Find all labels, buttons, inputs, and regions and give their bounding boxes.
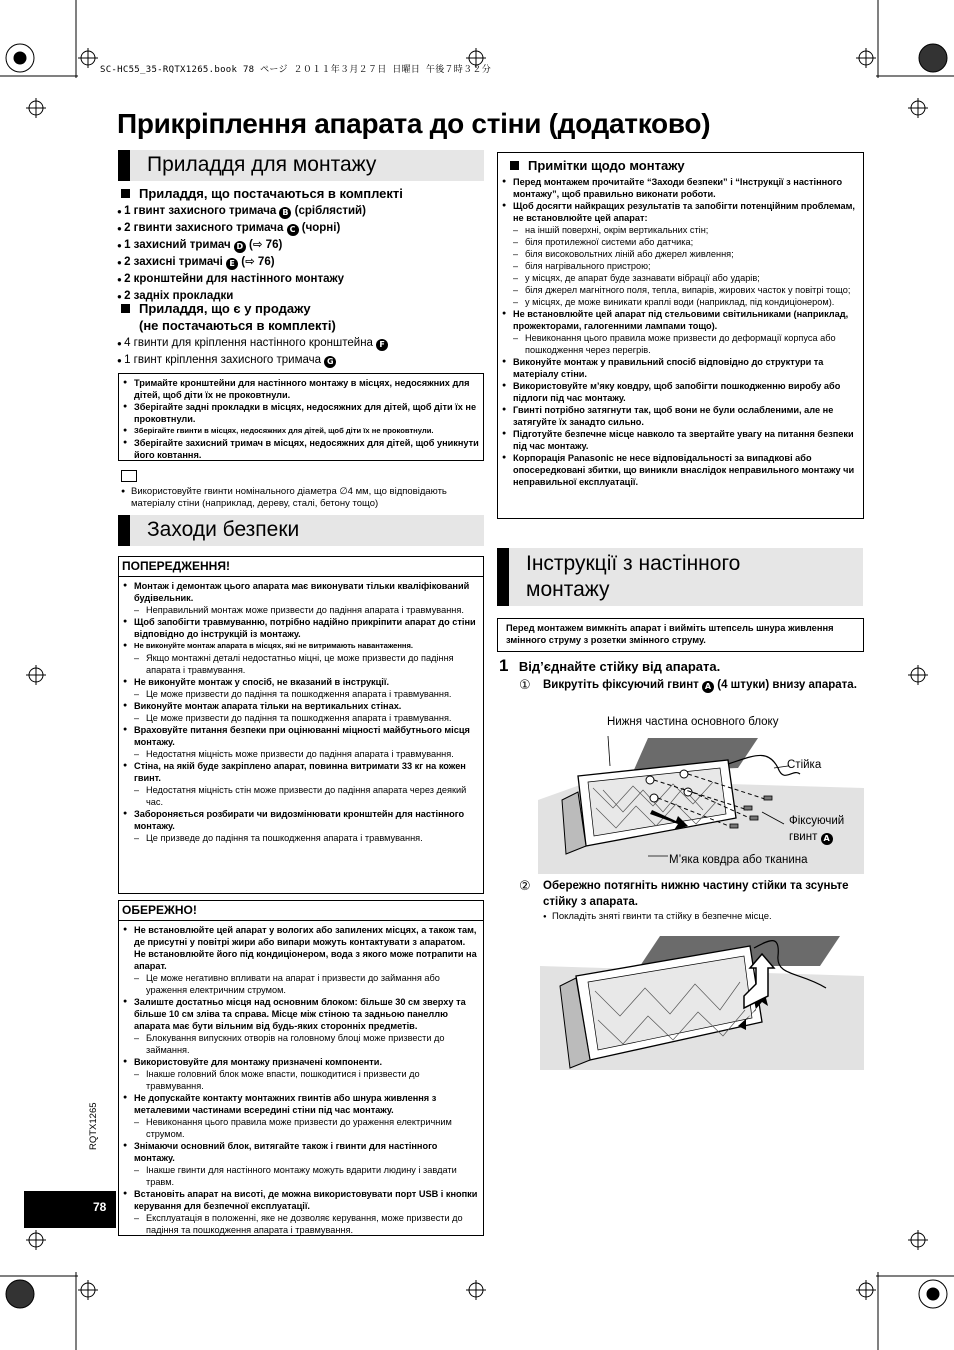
step-1 — [499, 656, 720, 676]
section-heading-wall-mount: Інструкції з настінного монтажу — [497, 548, 863, 606]
note-item: – біля високовольтних ліній або джерел живлення; — [502, 248, 859, 260]
note-item: – Недостатня міцність може призвести до падіння апарата і травмування. — [123, 748, 479, 760]
figure-stand-slide-off — [540, 936, 864, 1070]
page-title: Прикріплення апарата до стіни (додатково) — [117, 108, 711, 139]
note-item: – Це може призвести до падіння та пошкодження апарата і травмування. — [123, 688, 479, 700]
note-item: – Блокування випускних отворів на головному блоці може призвести до займання. — [123, 1032, 479, 1056]
fig1-label-blanket: М’яка ковдра або тканина — [669, 854, 808, 866]
note-item: ● Тримайте кронштейни для настінного монтажу в місцях, недосяжних для дітей, щоб діти їх не проковтнули. — [123, 377, 479, 401]
badge-c-icon: C — [287, 224, 299, 236]
list-item: ● 1 захисний тримач D (⇨ 76) — [117, 239, 283, 251]
substep-2: ② Обережно потягніть нижню частину стійки та зсуньте стійку з апарата. ● Покладіть зняті гвинти та стійку в безпечне місце. — [519, 878, 849, 922]
warning-list — [119, 577, 483, 847]
note-item: ● Не виконуйте монтаж у спосіб, не вказаний в інструкції. — [123, 676, 479, 688]
supplied-items-list — [117, 203, 366, 305]
note-item: – біля нагрівального пристрою; — [502, 260, 859, 272]
note-item: ● Не виконуйте монтаж апарата в місцях, які не витримають навантаження. — [123, 640, 479, 652]
mounting-notes-title: Примітки щодо монтажу — [498, 153, 863, 176]
note-item: ● Виконуйте монтаж апарата тільки на вертикальних стінах. — [123, 700, 479, 712]
mounting-notes-list — [498, 176, 863, 491]
caution-title: ОБЕРЕЖНО! — [119, 901, 483, 921]
caution-box — [118, 900, 484, 1236]
list-item: ● 2 задніх прокладки — [117, 290, 234, 302]
note-item: ● Встановіть апарат на висоті, де можна використовувати порт USB і кнопки керування для безпечної експлуатації. — [123, 1188, 479, 1212]
note-item: – Невиконання цього правила може призвести до деформації корпуса або пошкодження через перегрів. — [502, 332, 859, 356]
keep-away-notes-list — [119, 374, 483, 464]
note-item: ● Не встановлюйте цей апарат у вологих або запилених місцях, а також там, де присутні у повітрі жири або випари можуть контактувати з апаратом. Не встановлюйте його під кондиціонером, вода з якого може потрапити на апарат. — [123, 924, 479, 972]
note-item: – біля протилежної системи або датчика; — [502, 236, 859, 248]
note-item: ● Щоб досягти найкращих результатів та запобігти потенційним проблемам, не встановлюйте цей апарат: — [502, 200, 859, 224]
note-item: – Невиконання цього правила може призвести до ураження електричним струмом. — [123, 1116, 479, 1140]
note-item: – біля джерел магнітного поля, тепла, випарів, жирових часток у повітрі тощо; — [502, 284, 859, 296]
list-item: ● 2 кронштейни для настінного монтажу — [117, 273, 345, 285]
sold-heading: Приладдя, що є у продажу (не постачаються в комплекті) — [121, 300, 336, 334]
doc-code: RQTX1265 — [88, 1102, 99, 1150]
note-item: – Це може негативно впливати на апарат і призвести до займання або ураження електричним струмом. — [123, 972, 479, 996]
memo-icon — [121, 470, 137, 482]
before-mounting-note: Перед монтажем вимкніть апарат і вийміть штепсель шнура живлення змінного струму з розетки змінного струму. — [497, 618, 864, 652]
note-item: – Це призведе до падіння та пошкодження апарата і травмування. — [123, 832, 479, 844]
caution-list — [119, 921, 483, 1239]
sold-items-list — [117, 335, 388, 369]
badge-d-icon: D — [234, 241, 246, 253]
badge-b-icon: B — [279, 207, 291, 219]
note-item: ● Щоб запобігти травмуванню, потрібно надійно прикріпити апарат до стіни відповідно до інструкцій із монтажу. — [123, 616, 479, 640]
page-number: 78 — [93, 1200, 107, 1214]
print-header-line: SC-HC55_35-RQTX1265.book 78 ページ ２０１１年３月２７日 日曜日 午後７時３２分 — [100, 65, 491, 75]
section-heading-safety: Заходи безпеки — [118, 515, 484, 546]
note-item: – Це може призвести до падіння та пошкодження апарата і травмування. — [123, 712, 479, 724]
badge-a-icon: A — [821, 833, 833, 845]
note-item: ● Гвинті потрібно затягнути так, щоб вони не були ослабленими, але не затягуйте їх занадто сильно. — [502, 404, 859, 428]
list-item: ● 1 гвинт кріплення захисного тримача G — [117, 352, 388, 369]
note-item: – Експлуатація в положенні, яке не дозволяє керування, може призвести до падіння та пошкодження апарата і травмування. — [123, 1212, 479, 1236]
note-item: ● Монтаж і демонтаж цього апарата має виконувати тільки кваліфікований будівельник. — [123, 580, 479, 604]
note-item: – Інакше головний блок може впасти, пошкодитися і призвести до травмування. — [123, 1068, 479, 1092]
note-item: ● Забороняється розбирати чи видозмінювати кронштейн для настінного монтажу. — [123, 808, 479, 832]
badge-e-icon: E — [226, 258, 238, 270]
section-heading-accessories: Приладдя для монтажу — [118, 150, 484, 181]
figure-stand-removal-bottom — [538, 728, 864, 874]
note-item: ● Зберігайте гвинти в місцях, недосяжних для дітей, щоб діти їх не проковтнули. — [123, 425, 479, 437]
note-item: ● Зберігайте захисний тримач в місцях, недосяжних для дітей, щоб уникнути його ковтання. — [123, 437, 479, 461]
note-item: – у місцях, де може виникати краплі води (наприклад, під кондиціонером). — [502, 296, 859, 308]
note-item: – Інакше гвинти для настінного монтажу можуть вдарити людину і завдати травм. — [123, 1164, 479, 1188]
badge-a-icon: A — [702, 681, 714, 693]
note-item: – Неправильний монтаж може призвести до падіння апарата і травмування. — [123, 604, 479, 616]
fig1-label-stand: Стійка — [787, 759, 822, 771]
step-number: 1 — [499, 656, 509, 675]
note-item: – Якщо монтажні деталі недостатньо міцні, це може призвести до падіння апарата і травмування. — [123, 652, 479, 676]
note-item: ● Знімаючи основний блок, витягайте також і гвинти для настінного монтажу. — [123, 1140, 479, 1164]
note-item: ● Перед монтажем прочитайте “Заходи безпеки” і “Інструкції з настінного монтажу”, щоб правильно виконати роботи. — [502, 176, 859, 200]
badge-f-icon: F — [376, 339, 388, 351]
note-item: – Недостатня міцність стін може призвести до падіння апарата через деякий час. — [123, 784, 479, 808]
supplied-heading: Приладдя, що постачаються в комплекті — [121, 185, 403, 202]
list-item: ● 2 гвинти захисного тримача C (чорні) — [117, 222, 341, 234]
note-item: ● Не допускайте контакту монтажних гвинтів або шнура живлення з металевими частинами всередині стіни під час монтажу. — [123, 1092, 479, 1116]
badge-g-icon: G — [324, 356, 336, 368]
fig1-label-bottom-unit: Нижня частина основного блоку — [607, 716, 779, 728]
note-item: ● Виконуйте монтаж у правильний спосіб відповідно до структури та матеріалу стіни. — [502, 356, 859, 380]
note-item: – на іншій поверхні, окрім вертикальних стін; — [502, 224, 859, 236]
step-title: Від’єднайте стійку від апарата. — [518, 659, 721, 674]
note-item: ● Стіна, на якій буде закріплено апарат, повинна витримати 33 кг на кожен гвинт. — [123, 760, 479, 784]
note-item: ● Підготуйте безпечне місце навколо та звертайте увагу на питання безпеки під час монтажу. — [502, 428, 859, 452]
list-item: ● 2 захисні тримачі E (⇨ 76) — [117, 256, 275, 268]
note-item: ● Зберігайте задні прокладки в місцях, недосяжних для дітей, щоб діти їх не проковтнули. — [123, 401, 479, 425]
note-item: ● Корпорація Panasonic не несе відповідальності за випадкові або опосередковані збитки, що виникли внаслідок неправильного монтажу чи неправильної експлуатації. — [502, 452, 859, 488]
note-item: – у місцях, де апарат буде зазнавати вібрації або ударів; — [502, 272, 859, 284]
note-item: ● Використовуйте для монтажу призначені компоненти. — [123, 1056, 479, 1068]
list-item: ● 4 гвинти для кріплення настінного кронштейна F — [117, 335, 388, 352]
note-item: ● Використовуйте м’яку ковдру, щоб запобігти пошкодженню виробу або підлоги під час монтажу. — [502, 380, 859, 404]
note-item: ● Не встановлюйте цей апарат під стельовими світильниками (наприклад, прожекторами, галогенними лампами тощо). — [502, 308, 859, 332]
note-item: ● Залиште достатньо місця над основним блоком: більше 30 см зверху та більше 10 см зліва та справа. Місце між стіною та задньою панеллю апарата має бути вільним від будь-яких сторонніх предметів. — [123, 996, 479, 1032]
substep-1: ① Викрутіть фіксуючий гвинт A (4 штуки) внизу апарата. — [519, 677, 857, 692]
list-item: ● 1 гвинт захисного тримача B (сріблястий) — [117, 205, 366, 217]
memo-note: ● Використовуйте гвинти номінального діаметра ∅4 мм, що відповідають матеріалу стіни (наприклад, дереву, сталі, бетону тощо) — [121, 486, 447, 509]
keep-away-notes-box — [118, 373, 484, 461]
note-item: ● Враховуйте питання безпеки при оцінюванні міцності майбутнього місця монтажу. — [123, 724, 479, 748]
warning-box — [118, 556, 484, 894]
mounting-notes-box — [497, 152, 864, 519]
warning-title: ПОПЕРЕДЖЕННЯ! — [119, 557, 483, 577]
fig1-label-screw: Фіксуючий гвинт A — [789, 815, 845, 843]
